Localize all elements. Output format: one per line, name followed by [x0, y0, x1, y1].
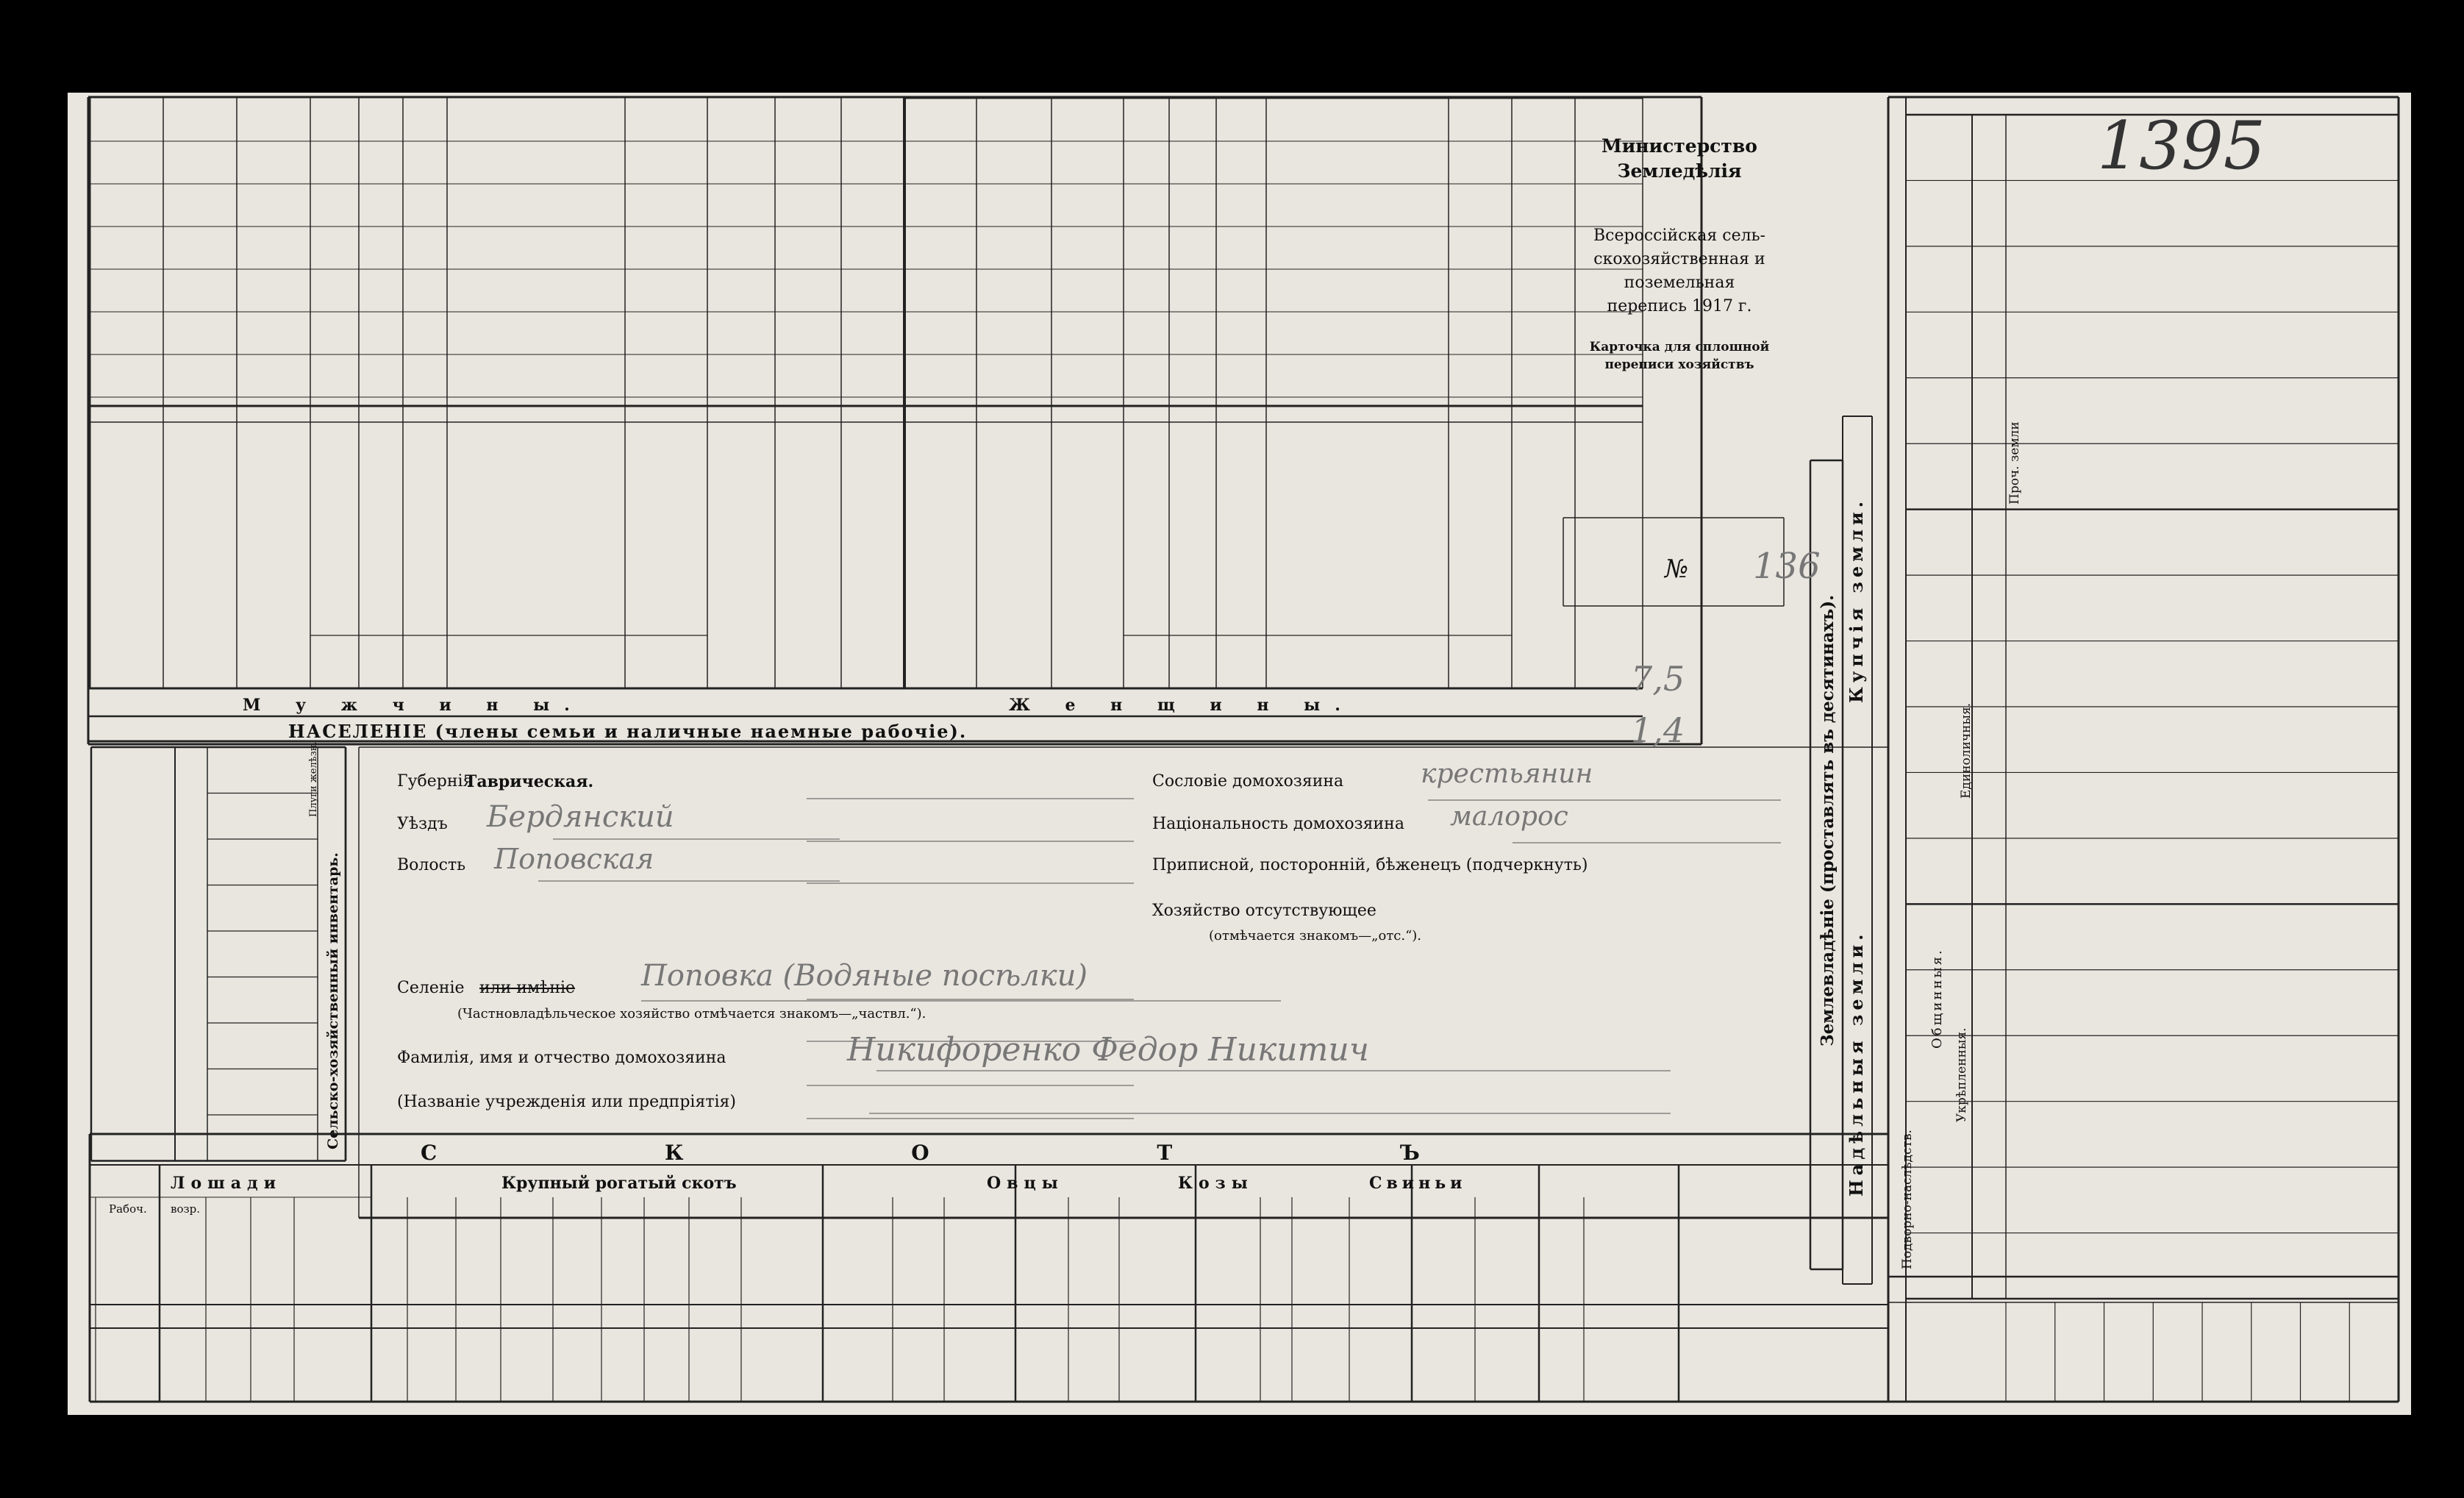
livestock-value	[823, 1328, 893, 1402]
census-title-line-1: Всероссійская сель-	[1593, 227, 1765, 245]
land-column-label	[1913, 1037, 1969, 1099]
column-header	[907, 427, 974, 682]
livestock-value	[1584, 1328, 1679, 1402]
inventory-label	[210, 931, 315, 977]
inventory-number	[175, 1115, 207, 1161]
population-cell	[163, 141, 237, 184]
land-ukreplennaya: Укрѣпленныя.	[1954, 1027, 1969, 1122]
census-title-line-3: поземельная	[1624, 274, 1735, 292]
land-column-number	[1976, 115, 2003, 180]
fraction-top: 7,5	[1631, 659, 1685, 699]
group-pigs: Свиньи	[1369, 1174, 1467, 1193]
land-column-label	[1913, 1169, 1969, 1231]
land-value	[2016, 1167, 2384, 1233]
land-column-label	[1913, 1103, 1969, 1166]
land-value	[2016, 707, 2384, 772]
livestock-column-label	[1586, 1202, 1676, 1300]
livestock-value	[601, 1328, 644, 1402]
livestock-column-label	[604, 1202, 642, 1300]
livestock-value	[1260, 1328, 1292, 1402]
land-value	[2016, 641, 2384, 707]
land-column-number	[1976, 970, 2003, 1035]
plugi-label: Плуги желѣзн.	[308, 741, 319, 817]
land-bottom-value	[2153, 1278, 2202, 1302]
column-header	[844, 427, 901, 682]
livestock-column-label	[374, 1202, 405, 1300]
column-header	[313, 427, 356, 632]
fraction-bottom: 1,4	[1631, 710, 1685, 750]
livestock-value	[456, 1328, 501, 1402]
column-header	[710, 427, 772, 632]
population-cell	[163, 184, 237, 227]
livestock-value	[893, 1328, 944, 1402]
inventory-label	[210, 885, 315, 932]
nationality-value: малорос	[1450, 802, 1568, 832]
column-header	[1054, 427, 1121, 682]
livestock-column-label	[1263, 1202, 1290, 1300]
livestock-column-label	[1121, 1202, 1193, 1300]
livestock-column-label	[162, 1202, 204, 1300]
land-value	[2016, 378, 2384, 443]
livestock-column-label	[895, 1202, 942, 1300]
land-column-number	[1976, 641, 2003, 707]
land-bottom-label	[2007, 1306, 2054, 1398]
land-column-number	[1976, 510, 2003, 575]
land-column-number	[1976, 707, 2003, 772]
women-label: Ж е н щ и н ы.	[1009, 696, 1355, 715]
inventory-value	[91, 1069, 175, 1116]
livestock-value	[553, 1328, 601, 1402]
population-cell	[904, 312, 976, 354]
land-column-label	[1913, 248, 1969, 310]
gubernia-label: Губернія	[397, 772, 474, 791]
inventory-label	[210, 793, 315, 840]
land-bottom-value	[2104, 1278, 2154, 1302]
population-cell	[90, 227, 163, 269]
inventory-number	[175, 839, 207, 885]
card-number-value: 136	[1753, 546, 1821, 587]
land-kuplya-title: Купчія земли.	[1846, 496, 1867, 704]
volost-value: Поповская	[494, 843, 654, 875]
handwritten-top-number: 1395	[2097, 107, 2266, 185]
land-bottom-value	[2006, 1278, 2055, 1302]
inventory-number	[175, 885, 207, 932]
inventory-number	[175, 1023, 207, 1069]
land-value	[2016, 838, 2384, 904]
uezd-value: Бердянский	[487, 800, 674, 834]
livestock-column-label	[646, 1202, 687, 1300]
land-column-label	[1913, 577, 1969, 639]
land-column-label	[1913, 445, 1969, 507]
population-cell	[359, 354, 403, 397]
gubernia-value: Таврическая.	[465, 772, 594, 791]
population-cell	[976, 269, 1051, 312]
land-value	[2016, 904, 2384, 969]
population-cell	[90, 269, 163, 312]
column-header	[628, 427, 704, 632]
land-column-number	[1976, 378, 2003, 443]
livestock-column-label	[1018, 1202, 1066, 1300]
livestock-column-label	[253, 1202, 292, 1300]
livestock-value	[1292, 1328, 1349, 1402]
population-cell	[163, 312, 237, 354]
selenie-struck: или имѣніе	[479, 979, 576, 997]
livestock-value	[1015, 1328, 1068, 1402]
population-cell	[976, 184, 1051, 227]
livestock-value	[1119, 1328, 1196, 1402]
land-bottom-label	[2302, 1306, 2349, 1398]
livestock-column-label	[825, 1202, 890, 1300]
livestock-column-label	[555, 1202, 599, 1300]
column-header	[166, 427, 234, 682]
inventory-value	[91, 977, 175, 1024]
absent-note: (отмѣчается знакомъ—„отс.“).	[1209, 928, 1422, 944]
fio-label: Фамилія, имя и отчество домохозяина	[397, 1049, 726, 1067]
land-column-label	[1913, 313, 1969, 376]
land-value	[2016, 312, 2384, 377]
land-column-number	[1976, 1233, 2003, 1299]
card-subtitle-line-1: Карточка для сплошной	[1589, 340, 1770, 354]
livestock-value	[501, 1328, 553, 1402]
population-cell	[90, 141, 163, 184]
land-column-number	[1976, 1102, 2003, 1167]
selenie-value: Поповка (Водяные посѣлки)	[641, 959, 1088, 993]
fio-value: Никифоренко Федор Никитич	[847, 1031, 1370, 1069]
land-value	[2016, 575, 2384, 641]
land-column-number	[1976, 838, 2003, 904]
land-prochie: Проч. земли	[2007, 421, 2022, 504]
livestock-value	[1539, 1328, 1584, 1402]
volost-label: Волость	[397, 856, 466, 874]
land-bottom-label	[2351, 1306, 2397, 1398]
land-bottom-label	[2057, 1306, 2103, 1398]
institution-label: (Названіе учрежденія или предпріятія)	[397, 1093, 737, 1111]
inventory-label	[210, 977, 315, 1024]
land-bottom-label	[2106, 1306, 2152, 1398]
population-cell	[310, 227, 359, 269]
column-header	[979, 427, 1049, 682]
livestock-title: С К О Т Ъ	[421, 1141, 1530, 1165]
nationality-label: Національность домохозяина	[1152, 815, 1404, 833]
land-bottom-label	[2154, 1306, 2201, 1398]
selenie-note: (Частновладѣльческое хозяйство отмѣчается знакомъ—„частвл.“).	[457, 1006, 926, 1021]
livestock-value	[1412, 1328, 1475, 1402]
land-column-label	[1913, 511, 1969, 574]
land-column-label	[1913, 840, 1969, 902]
population-cell	[841, 312, 904, 354]
livestock-value	[371, 1328, 407, 1402]
column-header	[1172, 427, 1213, 632]
livestock-column-label	[743, 1202, 821, 1300]
land-column-label	[1913, 905, 1969, 968]
inventory-value	[91, 885, 175, 932]
livestock-value	[1196, 1328, 1260, 1402]
livestock-column-label	[503, 1202, 551, 1300]
land-value	[2016, 180, 2384, 246]
land-value	[2016, 772, 2384, 838]
land-podvorno: Подворно-наслѣдств.	[1900, 1130, 1915, 1269]
inventory-value	[91, 931, 175, 977]
livestock-value	[1349, 1328, 1412, 1402]
land-value	[2016, 970, 2384, 1035]
column-header	[1219, 427, 1263, 632]
population-cell	[163, 354, 237, 397]
uezd-label: Уѣздъ	[397, 815, 448, 833]
column-header	[1515, 427, 1572, 632]
livestock-column-label	[946, 1202, 1013, 1300]
inventory-number	[175, 793, 207, 840]
land-column-number	[1976, 904, 2003, 969]
population-title: НАСЕЛЕНІЕ (члены семьи и наличные наемные рабочіе).	[288, 721, 968, 742]
land-bottom-value	[2251, 1278, 2301, 1302]
livestock-column-label	[691, 1202, 739, 1300]
inventory-label	[210, 1115, 315, 1161]
land-column-number	[1976, 443, 2003, 509]
land-column-number	[1976, 575, 2003, 641]
livestock-value	[206, 1328, 251, 1402]
livestock-value	[160, 1328, 206, 1402]
population-cell	[359, 227, 403, 269]
population-cell	[1216, 312, 1266, 354]
land-bottom-value	[2202, 1278, 2251, 1302]
population-cell	[163, 269, 237, 312]
land-column-label	[1913, 774, 1969, 836]
group-cattle: Крупный рогатый скотъ	[501, 1174, 737, 1193]
population-cell	[775, 269, 841, 312]
livestock-value	[294, 1328, 371, 1402]
soslovie-label: Сословіе домохозяина	[1152, 772, 1344, 791]
livestock-column-label	[208, 1202, 249, 1300]
livestock-column-label	[296, 1202, 369, 1300]
land-column-label	[1913, 643, 1969, 705]
census-card	[68, 93, 2411, 1415]
inventory-label	[210, 839, 315, 885]
column-header	[240, 427, 307, 682]
livestock-column-label	[1071, 1202, 1117, 1300]
inventory-number	[175, 977, 207, 1024]
population-cell	[976, 227, 1051, 269]
population-cell	[310, 354, 359, 397]
livestock-value	[689, 1328, 741, 1402]
livestock-column-label	[98, 1202, 157, 1300]
land-value	[2016, 1102, 2384, 1167]
livestock-column-label	[1477, 1202, 1537, 1300]
livestock-column-label	[458, 1202, 499, 1300]
land-main-title: Землевладѣніе (проставлять въ десятинахъ).	[1818, 594, 1838, 1047]
ministry-line-2: Земледѣлія	[1617, 160, 1742, 182]
land-bottom-label	[2253, 1306, 2299, 1398]
population-cell	[403, 227, 447, 269]
column-header	[778, 427, 838, 682]
population-cell	[841, 269, 904, 312]
column-header	[362, 427, 400, 632]
livestock-column-label	[410, 1202, 454, 1300]
inventory-value	[91, 747, 175, 793]
livestock-column-label	[1294, 1202, 1347, 1300]
livestock-value	[1475, 1328, 1539, 1402]
land-column-number	[1976, 772, 2003, 838]
column-header	[1578, 427, 1640, 682]
population-cell	[904, 227, 976, 269]
livestock-value	[1068, 1328, 1119, 1402]
livestock-value	[644, 1328, 689, 1402]
inventory-number	[175, 747, 207, 793]
land-column-label	[1913, 116, 1969, 179]
inventory-group-label: Сельско-хозяйственный инвентарь.	[325, 852, 341, 1149]
population-cell	[976, 312, 1051, 354]
inventory-value	[91, 793, 175, 840]
land-column-label	[1913, 379, 1969, 442]
ministry-line-1: Министерство	[1601, 135, 1757, 157]
horses-work-label: Рабоч.	[109, 1202, 147, 1216]
inventory-value	[91, 1023, 175, 1069]
group-horses: Лошади	[171, 1174, 282, 1193]
inventory-label	[210, 747, 315, 793]
land-column-number	[1976, 1167, 2003, 1233]
land-column-number	[1976, 246, 2003, 312]
men-label: М у ж ч и н ы.	[243, 696, 585, 715]
land-bottom-label	[2204, 1306, 2250, 1398]
column-header	[1126, 427, 1166, 632]
census-title-line-4: перепись 1917 г.	[1607, 297, 1752, 315]
land-value	[2016, 246, 2384, 312]
land-bottom-value	[2055, 1278, 2104, 1302]
column-header	[406, 427, 444, 632]
land-column-number	[1976, 180, 2003, 246]
land-column-label	[1913, 1235, 1969, 1297]
inventory-value	[91, 839, 175, 885]
group-sheep: Овцы	[987, 1174, 1064, 1193]
land-column-label	[1913, 708, 1969, 771]
card-number-label: №	[1665, 554, 1689, 584]
column-header	[93, 427, 160, 682]
livestock-value	[251, 1328, 294, 1402]
land-obshchinnaya: Общинныя.	[1929, 948, 1945, 1049]
livestock-column-label	[1414, 1202, 1473, 1300]
census-title-line-2: скохозяйственная и	[1593, 250, 1765, 268]
soslovie-value: крестьянин	[1421, 759, 1593, 789]
group-goats: Козы	[1178, 1174, 1254, 1193]
land-bottom-value	[2301, 1278, 2350, 1302]
inventory-label	[210, 1023, 315, 1069]
population-cell	[904, 269, 976, 312]
livestock-value	[741, 1328, 823, 1402]
livestock-column-label	[1198, 1202, 1258, 1300]
land-column-label	[1913, 182, 1969, 244]
card-subtitle-line-2: переписи хозяйствъ	[1604, 357, 1754, 372]
land-column-number	[1976, 1035, 2003, 1101]
land-edinolichnaya: Единоличныя.	[1959, 702, 1974, 799]
population-cell	[90, 184, 163, 227]
livestock-value	[407, 1328, 456, 1402]
population-cell	[904, 354, 976, 397]
population-cell	[775, 312, 841, 354]
livestock-column-label	[1541, 1202, 1582, 1300]
population-cell	[163, 227, 237, 269]
population-cell	[90, 99, 163, 141]
population-cell	[976, 354, 1051, 397]
column-header	[1451, 427, 1509, 632]
horses-age-label: возр.	[171, 1202, 201, 1216]
inventory-value	[91, 1115, 175, 1161]
population-cell	[90, 354, 163, 397]
land-bottom-value	[2349, 1278, 2399, 1302]
population-cell	[904, 184, 976, 227]
livestock-value	[944, 1328, 1015, 1402]
inventory-number	[175, 931, 207, 977]
land-value	[2016, 510, 2384, 575]
land-value	[2016, 115, 2384, 180]
land-nadel-title: Надѣльныя земли.	[1846, 930, 1867, 1197]
population-cell	[403, 354, 447, 397]
absent-label: Хозяйство отсутствующее	[1152, 902, 1376, 920]
population-cell	[163, 99, 237, 141]
inventory-number	[175, 1069, 207, 1116]
population-cell	[90, 312, 163, 354]
selenie-label: Селеніе	[397, 979, 465, 997]
land-column-label	[1913, 971, 1969, 1034]
land-value	[2016, 443, 2384, 509]
pripisnoy-label: Приписной, посторонній, бѣженецъ (подчеркнуть)	[1152, 856, 1588, 874]
livestock-value	[96, 1328, 160, 1402]
land-value	[2016, 1035, 2384, 1101]
inventory-label	[210, 1069, 315, 1116]
land-column-number	[1976, 312, 2003, 377]
livestock-column-label	[1351, 1202, 1410, 1300]
